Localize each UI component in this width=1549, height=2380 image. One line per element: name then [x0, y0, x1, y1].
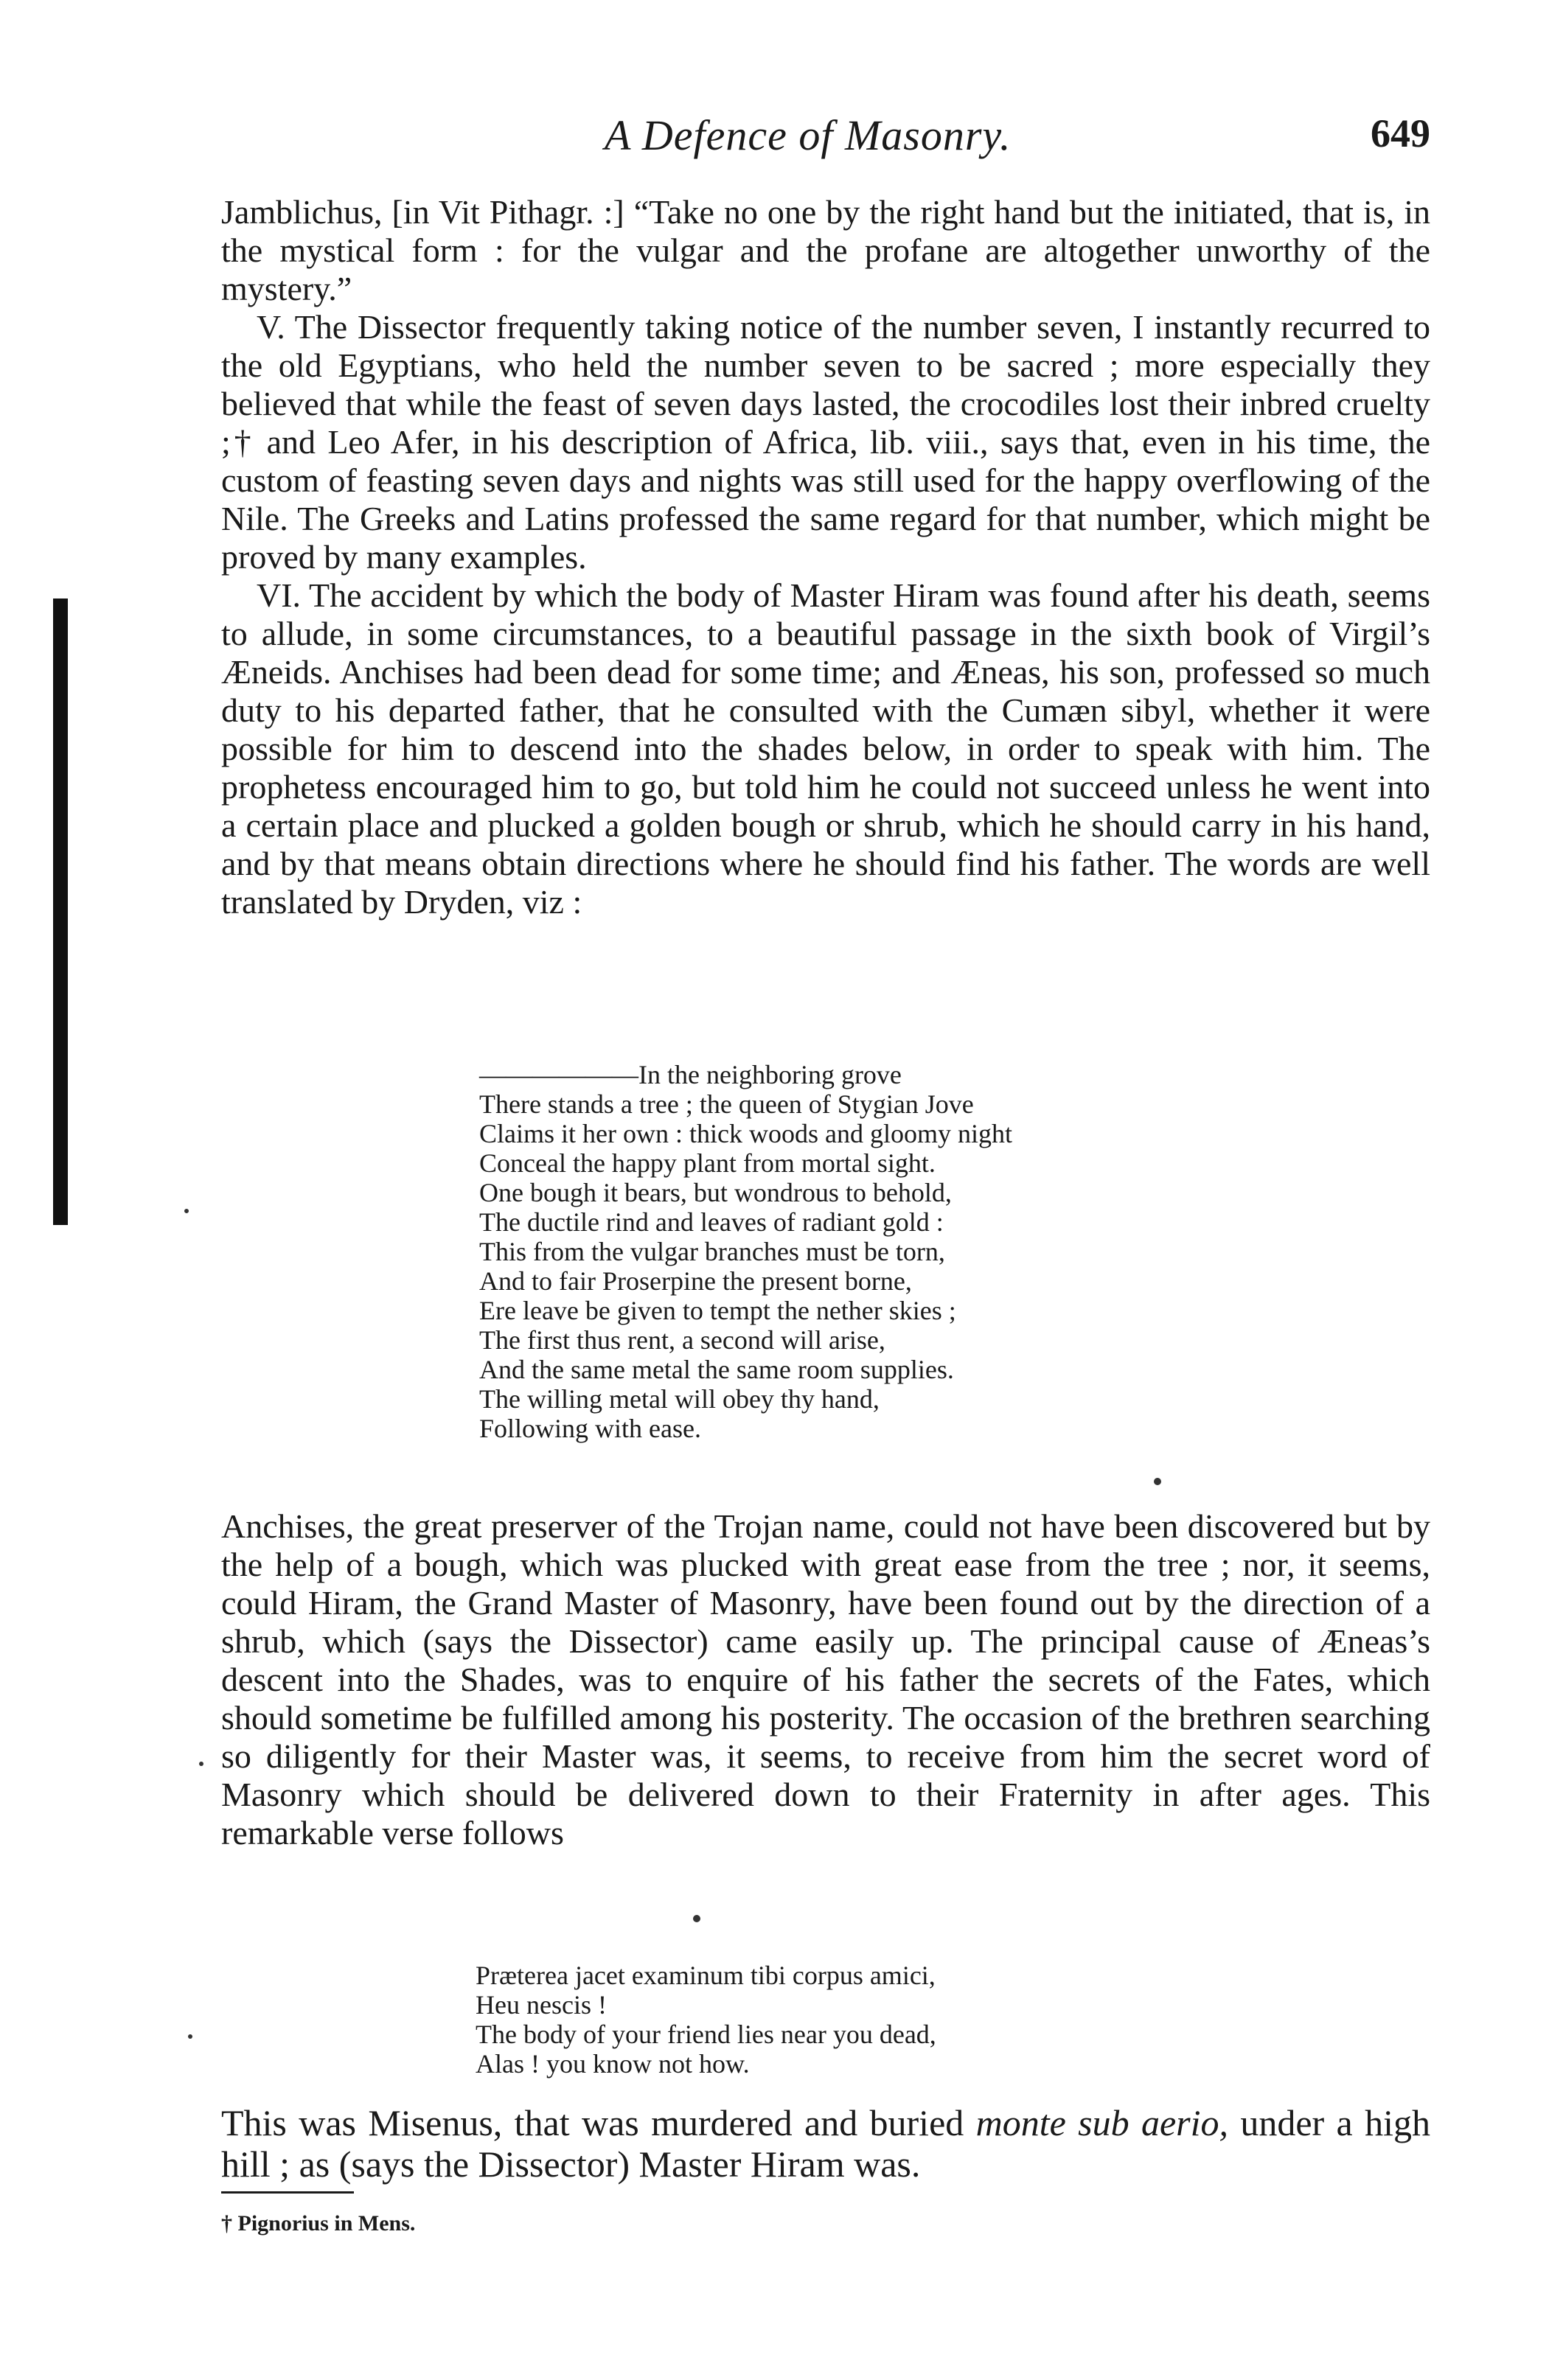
verse-line: ——————In the neighboring grove [479, 1060, 902, 1089]
scan-margin-bar [53, 599, 68, 1225]
verse-line: The first thus rent, a second will arise, [479, 1325, 885, 1355]
page-header [221, 111, 1430, 162]
page-number: 649 [1371, 111, 1430, 156]
verse-line: And to fair Proserpine the present borne, [479, 1266, 912, 1296]
verse-line: Heu nescis ! [476, 1990, 607, 2020]
verse-line: The body of your friend lies near you dead, [476, 2020, 936, 2049]
dryden-verse [479, 1060, 1290, 1443]
running-title: A Defence of Masonry. [605, 111, 1012, 159]
verse-line: There stands a tree ; the queen of Stygian Jove [479, 1089, 974, 1119]
verse-line: This from the vulgar branches must be torn, [479, 1237, 945, 1266]
verse-line: The ductile rind and leaves of radiant gold : [479, 1207, 944, 1237]
verse-line: Conceal the happy plant from mortal sight. [479, 1148, 936, 1178]
scan-speck [1154, 1478, 1161, 1485]
body-text-bottom [221, 2102, 1430, 2185]
verse-line: And the same metal the same room supplies. [479, 1355, 954, 1384]
verse-line: Claims it her own : thick woods and gloomy night [479, 1119, 1012, 1148]
footnote-rule [221, 2191, 354, 2194]
verse-line: Following with ease. [479, 1414, 701, 1443]
scan-speck [693, 1915, 700, 1922]
paragraph: VI. The accident by which the body of Master Hiram was found after his death, seems to allude, in some circumstances, to a beautiful passage in the sixth book of Virgil’s Æneids. Anchises had been dead for some time; and Æneas, his son, professed so much duty to his departed father, that he consulted with the Cumæn sibyl, whether it were possible for him to descend into the shades below, in order to speak with him. The prophetess encouraged him to go, but told him he could not succeed unless he went into a certain place and plucked a golden bough or shrub, which he should carry in his hand, and by that means obtain directions where he should find his father. The words are well translated by Dryden, viz : [221, 576, 1430, 921]
verse-line: Præterea jacet examinum tibi corpus amici, [476, 1961, 936, 1990]
body-text-top [221, 193, 1430, 921]
latin-verse [476, 1961, 1287, 2079]
scan-speck [188, 2034, 192, 2039]
paragraph: Anchises, the great preserver of the Trojan name, could not have been discovered but by the help of a bough, which was plucked with great ease from the tree ; nor, it seems, could Hiram, the Grand Master of Masonry, have been found out by the direction of a shrub, which (says the Dissector) came easily up. The principal cause of Æneas’s descent into the Shades, was to enquire of his father the secrets of the Fates, which should sometime be fulfilled among his posterity. The occasion of the brethren searching so diligently for their Master was, it seems, to receive from him the secret word of Masonry which should be delivered down to their Fraternity in after ages. This remarkable verse follows [221, 1507, 1430, 1852]
verse-line: One bough it bears, but wondrous to behold, [479, 1178, 952, 1207]
paragraph: V. The Dissector frequently taking notice of the number seven, I instantly recurred to the old Egyptians, who held the number seven to be sacred ; more especially they believed that while the feast of seven days lasted, the crocodiles lost their inbred cruelty ;† and Leo Afer, in his description of Africa, lib. viii., says that, even in his time, the custom of feasting seven days and nights was still used for the happy overflowing of the Nile. The Greeks and Latins professed the same regard for that number, which might be proved by many examples. [221, 308, 1430, 576]
body-text-middle [221, 1507, 1430, 1852]
verse-line: Ere leave be given to tempt the nether skies ; [479, 1296, 956, 1325]
paragraph: Jamblichus, [in Vit Pithagr. :] “Take no one by the right hand but the initiated, that is, in the mystical form : for the vulgar and the profane are altogether unworthy of the mystery.” [221, 193, 1430, 307]
latin-phrase: monte sub aerio, [975, 2102, 1229, 2143]
paragraph [221, 2102, 1430, 2185]
scan-speck [184, 1209, 189, 1213]
footnote: † Pignorius in Mens. [221, 2211, 416, 2236]
verse-line: The willing metal will obey thy hand, [479, 1384, 880, 1414]
scan-speck [199, 1762, 203, 1766]
paragraph-text: This was Misenus, that was murdered and buried [221, 2102, 976, 2143]
paragraph-text: under a high hill ; as (says the Dissector) Master Hiram was. [221, 2102, 1430, 2185]
verse-line: Alas ! you know not how. [476, 2049, 750, 2079]
